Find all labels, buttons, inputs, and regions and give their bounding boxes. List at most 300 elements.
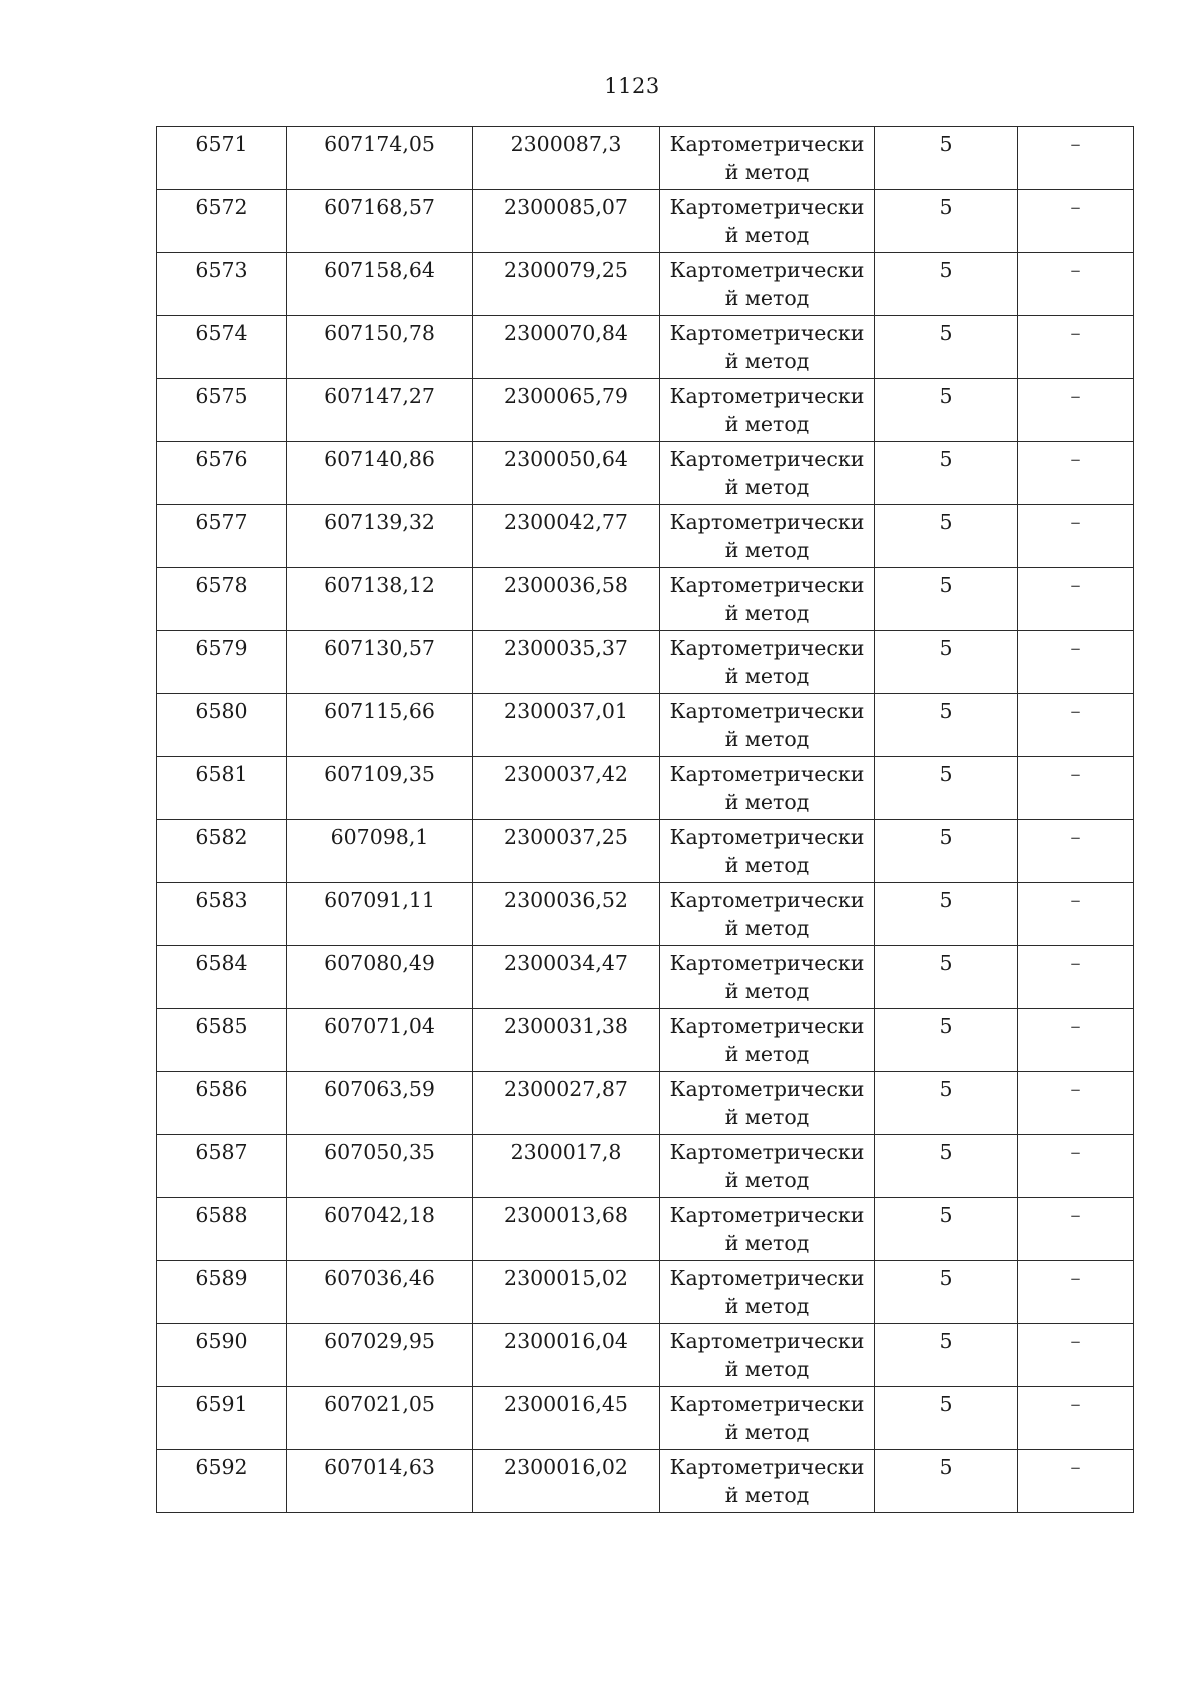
method-line-1: Картометрически [669,573,865,597]
accuracy-cell [875,253,1018,316]
note-value: – [1070,1140,1081,1164]
accuracy-value: 5 [939,1455,953,1479]
point-number: 6592 [195,1455,248,1479]
note-cell [1018,253,1134,316]
x-coordinate: 607147,27 [324,384,435,408]
method-cell [660,1198,875,1261]
method-line-1: Картометрически [669,1140,865,1164]
accuracy-cell [875,1009,1018,1072]
y-coordinate: 2300027,87 [504,1077,628,1101]
y-coordinate-cell [473,253,660,316]
method-text [660,1324,874,1383]
note-cell [1018,1324,1134,1387]
method-cell [660,568,875,631]
accuracy-cell [875,316,1018,379]
point-number-cell [157,820,287,883]
x-coordinate-cell [287,190,473,253]
x-coordinate: 607063,59 [324,1077,435,1101]
note-cell [1018,1135,1134,1198]
y-coordinate-cell [473,379,660,442]
x-coordinate: 607029,95 [324,1329,435,1353]
accuracy-cell [875,631,1018,694]
table-row [157,127,1134,190]
method-text [660,1072,874,1131]
accuracy-cell [875,1387,1018,1450]
method-line-1: Картометрически [669,132,865,156]
note-value: – [1070,825,1081,849]
y-coordinate-cell [473,694,660,757]
y-coordinate: 2300037,42 [504,762,628,786]
note-cell [1018,757,1134,820]
method-line-2: й метод [724,979,810,1003]
method-line-2: й метод [724,286,810,310]
y-coordinate-cell [473,631,660,694]
x-coordinate-cell [287,1387,473,1450]
accuracy-cell [875,1198,1018,1261]
method-line-2: й метод [724,349,810,373]
accuracy-value: 5 [939,1077,953,1101]
method-line-1: Картометрически [669,951,865,975]
point-number: 6583 [195,888,248,912]
note-value: – [1070,1266,1081,1290]
accuracy-value: 5 [939,825,953,849]
method-cell [660,127,875,190]
method-line-1: Картометрически [669,762,865,786]
note-value: – [1070,384,1081,408]
point-number: 6588 [195,1203,248,1227]
y-coordinate: 2300016,04 [504,1329,628,1353]
note-value: – [1070,321,1081,345]
note-cell [1018,883,1134,946]
note-value: – [1070,195,1081,219]
point-number: 6587 [195,1140,248,1164]
method-line-1: Картометрически [669,384,865,408]
point-number-cell [157,1135,287,1198]
accuracy-cell [875,505,1018,568]
method-cell [660,631,875,694]
note-cell [1018,946,1134,1009]
y-coordinate: 2300036,58 [504,573,628,597]
note-cell [1018,127,1134,190]
note-cell [1018,379,1134,442]
accuracy-cell [875,946,1018,1009]
point-number-cell [157,379,287,442]
method-line-2: й метод [724,1483,810,1507]
x-coordinate-cell [287,946,473,1009]
y-coordinate: 2300087,3 [510,132,622,156]
y-coordinate-cell [473,1450,660,1513]
y-coordinate: 2300017,8 [510,1140,622,1164]
accuracy-value: 5 [939,258,953,282]
point-number: 6581 [195,762,248,786]
point-number: 6577 [195,510,248,534]
table-row [157,568,1134,631]
point-number: 6576 [195,447,248,471]
point-number-cell [157,757,287,820]
method-cell [660,694,875,757]
method-line-2: й метод [724,916,810,940]
table-row [157,1072,1134,1135]
x-coordinate: 607115,66 [324,699,435,723]
x-coordinate: 607150,78 [324,321,435,345]
point-number-cell [157,442,287,505]
page-number: 1123 [604,74,660,98]
x-coordinate-cell [287,1261,473,1324]
table-row [157,694,1134,757]
table-row [157,1135,1134,1198]
method-text [660,757,874,816]
accuracy-cell [875,568,1018,631]
y-coordinate: 2300065,79 [504,384,628,408]
x-coordinate-cell [287,568,473,631]
method-text [660,568,874,627]
coordinates-table-body [157,127,1134,1513]
method-text [660,631,874,690]
method-text [660,883,874,942]
method-cell [660,1072,875,1135]
y-coordinate-cell [473,757,660,820]
y-coordinate-cell [473,1324,660,1387]
method-text [660,820,874,879]
accuracy-value: 5 [939,888,953,912]
x-coordinate: 607098,1 [330,825,429,849]
method-line-1: Картометрически [669,447,865,471]
table-row [157,946,1134,1009]
x-coordinate-cell [287,1072,473,1135]
accuracy-cell [875,1450,1018,1513]
method-text [660,442,874,501]
method-cell [660,1324,875,1387]
note-value: – [1070,132,1081,156]
x-coordinate: 607158,64 [324,258,435,282]
point-number: 6572 [195,195,248,219]
note-value: – [1070,258,1081,282]
method-line-2: й метод [724,412,810,436]
y-coordinate-cell [473,1009,660,1072]
method-text [660,1450,874,1509]
x-coordinate-cell [287,316,473,379]
method-text [660,1198,874,1257]
point-number: 6586 [195,1077,248,1101]
point-number-cell [157,1009,287,1072]
method-line-2: й метод [724,601,810,625]
accuracy-cell [875,1135,1018,1198]
accuracy-value: 5 [939,636,953,660]
x-coordinate: 607071,04 [324,1014,435,1038]
method-line-2: й метод [724,1357,810,1381]
point-number-cell [157,253,287,316]
point-number: 6585 [195,1014,248,1038]
accuracy-cell [875,1072,1018,1135]
method-line-2: й метод [724,727,810,751]
method-text [660,379,874,438]
note-cell [1018,1261,1134,1324]
x-coordinate-cell [287,1450,473,1513]
point-number-cell [157,1387,287,1450]
x-coordinate-cell [287,1135,473,1198]
point-number-cell [157,190,287,253]
method-line-1: Картометрически [669,1266,865,1290]
y-coordinate-cell [473,316,660,379]
x-coordinate-cell [287,883,473,946]
y-coordinate: 2300015,02 [504,1266,628,1290]
note-value: – [1070,1392,1081,1416]
note-value: – [1070,1203,1081,1227]
accuracy-cell [875,883,1018,946]
method-cell [660,1450,875,1513]
point-number-cell [157,1261,287,1324]
method-line-1: Картометрически [669,195,865,219]
method-line-2: й метод [724,475,810,499]
accuracy-value: 5 [939,1014,953,1038]
method-line-1: Картометрически [669,1203,865,1227]
note-value: – [1070,447,1081,471]
method-line-2: й метод [724,853,810,877]
accuracy-value: 5 [939,321,953,345]
y-coordinate-cell [473,505,660,568]
method-line-1: Картометрически [669,510,865,534]
method-line-2: й метод [724,1420,810,1444]
method-cell [660,820,875,883]
y-coordinate-cell [473,820,660,883]
point-number-cell [157,505,287,568]
y-coordinate-cell [473,127,660,190]
table-row [157,1009,1134,1072]
x-coordinate: 607050,35 [324,1140,435,1164]
x-coordinate-cell [287,694,473,757]
accuracy-cell [875,694,1018,757]
note-cell [1018,820,1134,883]
method-text [660,694,874,753]
x-coordinate-cell [287,1324,473,1387]
point-number-cell [157,1198,287,1261]
point-number: 6573 [195,258,248,282]
y-coordinate: 2300042,77 [504,510,628,534]
accuracy-cell [875,1261,1018,1324]
point-number-cell [157,568,287,631]
note-value: – [1070,1077,1081,1101]
point-number: 6574 [195,321,248,345]
method-line-2: й метод [724,1231,810,1255]
accuracy-cell [875,190,1018,253]
y-coordinate: 2300031,38 [504,1014,628,1038]
accuracy-cell [875,757,1018,820]
note-cell [1018,442,1134,505]
y-coordinate: 2300016,02 [504,1455,628,1479]
point-number-cell [157,631,287,694]
x-coordinate: 607174,05 [324,132,435,156]
y-coordinate: 2300085,07 [504,195,628,219]
y-coordinate: 2300034,47 [504,951,628,975]
table-row [157,631,1134,694]
point-number: 6571 [195,132,248,156]
method-text [660,1261,874,1320]
table-row [157,820,1134,883]
accuracy-value: 5 [939,132,953,156]
note-cell [1018,1387,1134,1450]
x-coordinate-cell [287,379,473,442]
point-number: 6579 [195,636,248,660]
point-number-cell [157,1450,287,1513]
y-coordinate: 2300050,64 [504,447,628,471]
y-coordinate-cell [473,883,660,946]
x-coordinate-cell [287,757,473,820]
point-number-cell [157,1324,287,1387]
method-line-2: й метод [724,790,810,814]
x-coordinate-cell [287,505,473,568]
y-coordinate-cell [473,1072,660,1135]
method-line-2: й метод [724,1042,810,1066]
method-line-1: Картометрически [669,699,865,723]
note-value: – [1070,1329,1081,1353]
table-row [157,190,1134,253]
table-row [157,316,1134,379]
method-text [660,253,874,312]
method-line-1: Картометрически [669,258,865,282]
accuracy-cell [875,820,1018,883]
note-cell [1018,505,1134,568]
y-coordinate: 2300035,37 [504,636,628,660]
x-coordinate-cell [287,1009,473,1072]
method-text [660,505,874,564]
point-number-cell [157,883,287,946]
x-coordinate: 607138,12 [324,573,435,597]
table-row [157,1324,1134,1387]
x-coordinate-cell [287,127,473,190]
y-coordinate-cell [473,946,660,1009]
table-row [157,1387,1134,1450]
accuracy-value: 5 [939,447,953,471]
method-line-1: Картометрически [669,1455,865,1479]
method-text [660,946,874,1005]
x-coordinate-cell [287,631,473,694]
y-coordinate-cell [473,1135,660,1198]
y-coordinate: 2300013,68 [504,1203,628,1227]
accuracy-value: 5 [939,1392,953,1416]
point-number: 6580 [195,699,248,723]
note-cell [1018,1072,1134,1135]
method-text [660,127,874,186]
note-cell [1018,1450,1134,1513]
note-value: – [1070,573,1081,597]
accuracy-cell [875,127,1018,190]
table-row [157,379,1134,442]
point-number-cell [157,1072,287,1135]
note-value: – [1070,762,1081,786]
y-coordinate: 2300036,52 [504,888,628,912]
point-number: 6575 [195,384,248,408]
note-cell [1018,568,1134,631]
note-cell [1018,190,1134,253]
note-cell [1018,694,1134,757]
method-text [660,316,874,375]
y-coordinate: 2300070,84 [504,321,628,345]
method-cell [660,505,875,568]
method-line-1: Картометрически [669,636,865,660]
note-value: – [1070,888,1081,912]
note-cell [1018,1009,1134,1072]
point-number-cell [157,316,287,379]
point-number: 6582 [195,825,248,849]
accuracy-value: 5 [939,573,953,597]
table-row [157,442,1134,505]
accuracy-value: 5 [939,510,953,534]
accuracy-cell [875,1324,1018,1387]
x-coordinate: 607091,11 [324,888,435,912]
note-value: – [1070,1455,1081,1479]
x-coordinate: 607130,57 [324,636,435,660]
method-line-2: й метод [724,664,810,688]
accuracy-value: 5 [939,1266,953,1290]
y-coordinate-cell [473,568,660,631]
method-line-2: й метод [724,160,810,184]
table-row [157,757,1134,820]
method-cell [660,1135,875,1198]
method-line-1: Картометрически [669,1329,865,1353]
method-line-1: Картометрически [669,1077,865,1101]
method-cell [660,190,875,253]
x-coordinate: 607139,32 [324,510,435,534]
point-number-cell [157,127,287,190]
note-value: – [1070,636,1081,660]
x-coordinate: 607140,86 [324,447,435,471]
note-value: – [1070,951,1081,975]
note-value: – [1070,699,1081,723]
method-cell [660,1387,875,1450]
x-coordinate-cell [287,442,473,505]
y-coordinate: 2300037,25 [504,825,628,849]
accuracy-value: 5 [939,384,953,408]
table-row [157,1450,1134,1513]
accuracy-value: 5 [939,1203,953,1227]
point-number: 6591 [195,1392,248,1416]
x-coordinate: 607080,49 [324,951,435,975]
method-cell [660,1261,875,1324]
note-value: – [1070,510,1081,534]
method-line-2: й метод [724,223,810,247]
x-coordinate: 607036,46 [324,1266,435,1290]
method-cell [660,316,875,379]
x-coordinate-cell [287,820,473,883]
accuracy-value: 5 [939,1329,953,1353]
x-coordinate: 607042,18 [324,1203,435,1227]
table-row [157,883,1134,946]
method-cell [660,253,875,316]
note-value: – [1070,1014,1081,1038]
method-line-1: Картометрически [669,321,865,345]
point-number: 6578 [195,573,248,597]
method-text [660,190,874,249]
x-coordinate: 607021,05 [324,1392,435,1416]
accuracy-value: 5 [939,195,953,219]
y-coordinate-cell [473,190,660,253]
y-coordinate: 2300079,25 [504,258,628,282]
method-line-1: Картометрически [669,1392,865,1416]
accuracy-value: 5 [939,951,953,975]
point-number: 6590 [195,1329,248,1353]
method-cell [660,757,875,820]
table-row [157,505,1134,568]
x-coordinate-cell [287,253,473,316]
table-row [157,253,1134,316]
method-line-2: й метод [724,1294,810,1318]
method-line-1: Картометрически [669,825,865,849]
method-cell [660,883,875,946]
table-row [157,1261,1134,1324]
y-coordinate: 2300037,01 [504,699,628,723]
note-cell [1018,631,1134,694]
accuracy-value: 5 [939,1140,953,1164]
